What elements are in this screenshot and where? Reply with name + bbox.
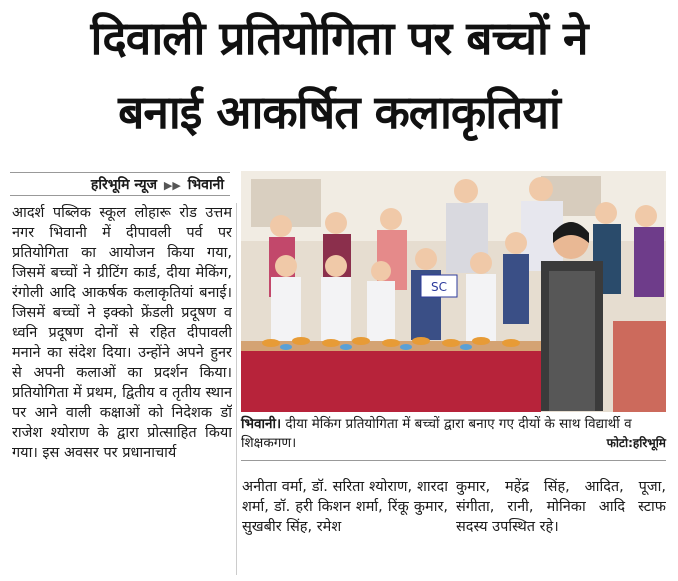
article-column-middle: अनीता वर्मा, डॉ. सरिता श्योराण, शारदा शर्मा, डॉ. हरी किशन शर्मा, रिंकू कुमार, सुखबीर सिंह, रमेश [242,479,448,535]
photo-caption [241,415,666,453]
article-column-left: आदर्श पब्लिक स्कूल लोहारू रोड उत्तम नगर भिवानी में दीपावली पर्व पर प्रतियोगिता का आयोजन किया गया, जिसमें बच्चों ने ग्रीटिंग कार्ड, दीया मेकिंग, रंगोली आदि आकर्षक कलाकृतियां बनाई। जिसमें बच्चों ने इक्को फ्रेंडली प्रदूषण व ध्वनि प्रदूषण दोनों से रहित दीपावली मनाने का संदेश दिया। उन्होंने अपने हुनर से अपनी कलाओं का प्रदर्शन किया। प्रतियोगिता में प्रथम, द्वितीय व तृतीय स्थान पर आने वाली कक्षाओं को निदेशक डॉ राजेश श्योराण के द्वारा प्रोत्साहित किया गया। इस अवसर पर प्रधानाचार्य [12,205,232,461]
photo-credit: फोटो:हरिभूमि [606,436,666,450]
article-column-right: कुमार, महेंद्र सिंह, आदित, पूजा, संगीता, रानी, मोनिका आदि स्टाफ सदस्य उपस्थित रहे। [456,479,666,535]
dateline [10,172,230,196]
sign-text: SC [431,280,447,294]
caption-place: भिवानी। [241,416,282,432]
caption-rule [241,460,666,461]
news-photo [241,171,666,412]
headline-line-2: बनाई आकर्षित कलाकृतियां [118,85,560,139]
caption-text: दीया मेकिंग प्रतियोगिता में बच्चों द्वारा बनाए गए दीयों के साथ विद्यार्थी व शिक्षकगण। [241,416,632,451]
column-divider [236,203,237,575]
double-arrow-icon: ▶▶ [163,179,181,192]
headline-line-1: दिवाली प्रतियोगिता पर बच्चों ने [90,11,588,65]
photo-illustration [241,171,666,412]
dateline-place: भिवानी [187,177,224,193]
dateline-source: हरिभूमि न्यूज [90,177,158,193]
